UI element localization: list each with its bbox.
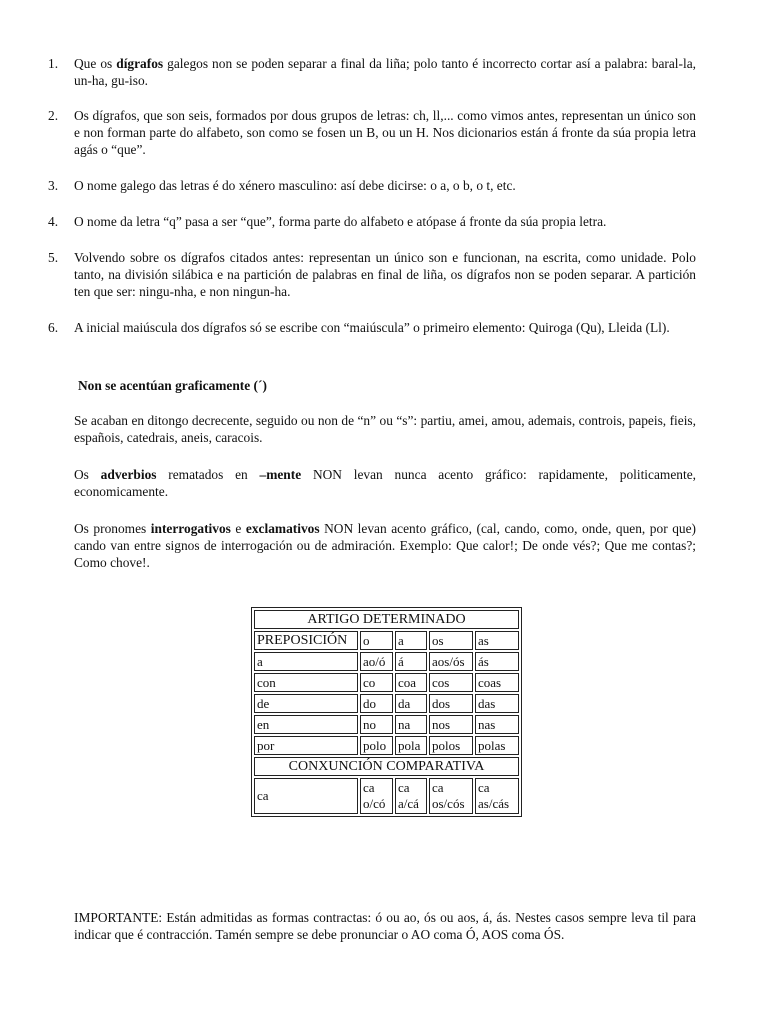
table-header-cell: PREPOSICIÓN [254,631,358,650]
artigo-table [251,607,522,817]
table-cell: ca os/cós [429,778,473,814]
table-header-row [254,631,519,650]
table-row [254,652,519,671]
section-heading: Non se acentúan graficamente (´) [78,378,267,393]
list-item: 2. Os dígrafos, que son seis, formados por dous grupos de letras: ch, ll,... como vimos antes, representan un único son e non forman parte do alfabeto, son como se fosen un B, ou un H. Nos dicionarios están á fronte da súa propia letra agás o “que”. [48,108,696,157]
list-item: 1. Que os dígrafos galegos non se poden separar a final da liña; polo tanto é incorrecto cortar así a palabra: baral-la, un-ha, gu-iso. [48,56,696,88]
table-cell: dos [429,694,473,713]
table-cell: polas [475,736,519,755]
table-cell: ca o/có [360,778,393,814]
table-cell: de [254,694,358,713]
table-cell: ca [254,778,358,814]
table-cell: da [395,694,427,713]
table-header-cell: a [395,631,427,650]
paragraph-pronomes: Os pronomes interrogativos e exclamativos NON levan acento gráfico, (cal, cando, como, onde, quen, por que) cando van entre signos de interrogación ou de admiración. Exemplo: Que calor!; De onde vés?; Que me contas?; Como chove!. [74,521,696,570]
table-cell: polo [360,736,393,755]
paragraph-ditongo: Se acaban en ditongo decrecente, seguido ou non de “n” ou “s”: partiu, amei, amou, ademais, controis, papeis, fieis, españois, catedrais, aneis, caracois. [74,413,696,445]
table-cell: polos [429,736,473,755]
table-header-cell: os [429,631,473,650]
table-cell: ca a/cá [395,778,427,814]
table-title-row [254,610,519,629]
table-cell: do [360,694,393,713]
table-row [254,715,519,734]
list-number: 5. [48,250,59,265]
list-item: 4. O nome da letra “q” pasa a ser “que”, forma parte do alfabeto e atópase á fronte da súa propia letra. [48,214,607,229]
table-row [254,736,519,755]
list-number: 3. [48,178,59,193]
table-cell: ca as/cás [475,778,519,814]
table-cell: ao/ó [360,652,393,671]
table-cell: coas [475,673,519,692]
table-subtitle: CONXUNCIÓN COMPARATIVA [254,757,519,776]
list-number: 4. [48,214,59,229]
table-cell: nas [475,715,519,734]
table-cell: aos/ós [429,652,473,671]
table-header-cell: as [475,631,519,650]
table-row [254,778,519,814]
table-cell: co [360,673,393,692]
table-header-cell: o [360,631,393,650]
table-cell: nos [429,715,473,734]
table-cell: no [360,715,393,734]
table-cell: na [395,715,427,734]
table-cell: ás [475,652,519,671]
list-number: 1. [48,56,59,71]
table-cell: coa [395,673,427,692]
table-cell: pola [395,736,427,755]
rules-list [48,55,696,355]
paragraph-importante: IMPORTANTE: Están admitidas as formas contractas: ó ou ao, ós ou aos, á, ás. Nestes casos sempre leva til para indicar que é contracción. Tamén sempre se debe pronunciar o AO coma Ó, AOS coma ÓS. [74,910,696,942]
list-number: 2. [48,108,59,123]
paragraph-adverbios: Os adverbios rematados en –mente NON levan nunca acento gráfico: rapidamente, politicamente, economicamente. [74,467,696,499]
table-cell: das [475,694,519,713]
table-cell: por [254,736,358,755]
table-subtitle-row [254,757,519,776]
table-cell: a [254,652,358,671]
table-cell: á [395,652,427,671]
table-cell: cos [429,673,473,692]
table-row [254,694,519,713]
table-row [254,673,519,692]
table-cell: con [254,673,358,692]
table-title: ARTIGO DETERMINADO [254,610,519,629]
list-item: 3. O nome galego das letras é do xénero masculino: así debe dicirse: o a, o b, o t, etc. [48,178,516,193]
list-number: 6. [48,320,59,335]
table-cell: en [254,715,358,734]
list-item: 6. A inicial maiúscula dos dígrafos só se escribe con “maiúscula” o primeiro elemento: Quiroga (Qu), Lleida (Ll). [48,320,670,335]
list-item: 5. Volvendo sobre os dígrafos citados antes: representan un único son e funcionan, na escrita, como unidade. Polo tanto, na división silábica e na partición de palabras en final de liña, os dígrafos non se poden separar. A partición ten que ser: ningu-nha, e non ningun-ha. [48,250,696,299]
